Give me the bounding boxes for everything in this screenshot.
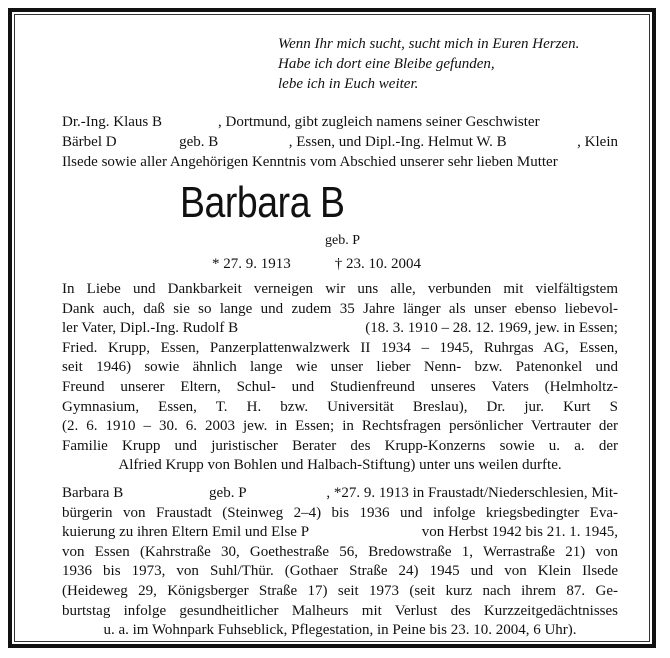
line-segment: , *27. 9. 1913 in Fraustadt/Niederschlesien, Mit-: [326, 485, 618, 501]
paragraph-line: seit 1946) sowie ähnlich lange wie unser lieber Nenn- bzw. Patenonkel und: [62, 359, 618, 376]
announcement-intro: [62, 112, 618, 172]
death-date: † 23. 10. 2004: [334, 256, 421, 272]
memorial-verse: [278, 34, 579, 94]
paragraph-line: Freund unserer Eltern, Schul- und Studienfreund unseres Vaters (Helmholtz-: [62, 378, 618, 395]
intro-text: , Klein: [577, 134, 618, 150]
paragraph-line: Dank auch, daß sie so lange und zudem 35 Jahre länger als unser ebenso liebevol-: [62, 300, 618, 317]
verse-line: Habe ich dort eine Bleibe gefunden,: [278, 56, 495, 72]
obituary-notice: [8, 8, 656, 648]
paragraph-line: bürgerin von Fraustadt (Steinweg 2–4) bis 1936 und infolge kriegsbedingter Eva-: [62, 504, 618, 521]
intro-text: Ilsede sowie aller Angehörigen Kenntnis vom Abschied unserer sehr lieben Mutter: [62, 154, 558, 170]
paragraph-line: Gymnasium, Essen, T. H. bzw. Universität Breslau), Dr. jur. Kurt S: [62, 398, 618, 415]
life-dates: [212, 256, 421, 273]
paragraph-line: Alfried Krupp von Bohlen und Halbach-Stiftung) unter uns weilen durfte.: [118, 457, 562, 474]
paragraph-line: Fried. Krupp, Essen, Panzerplattenwalzwerk II 1934 – 1945, Ruhrgas AG, Essen,: [62, 339, 618, 356]
intro-text: Dr.-Ing. Klaus B: [62, 114, 162, 130]
line-segment: Barbara B: [62, 485, 124, 501]
line-segment: geb. P: [209, 485, 247, 501]
intro-text: , Essen, und Dipl.-Ing. Helmut W. B: [288, 134, 507, 150]
paragraph-line: burtstag infolge gesundheitlicher Malheurs mit Verlust des Kurzzeitgedächtnisses: [62, 602, 618, 619]
intro-text: , Dortmund, gibt zugleich namens seiner Geschwister: [218, 114, 540, 130]
paragraph-line: u. a. im Wohnpark Fuhseblick, Pflegestation, in Peine bis 23. 10. 2004, 6 Uhr).: [103, 622, 577, 639]
paragraph-biography: [62, 484, 618, 641]
deceased-name: Barbara B: [180, 178, 345, 227]
verse-line: lebe ich in Euch weiter.: [278, 76, 419, 92]
paragraph-line: von Essen (Kahrstraße 30, Goethestraße 56, Bredowstraße 1, Werrastraße 21) von: [62, 543, 618, 560]
line-segment: (18. 3. 1910 – 28. 12. 1969, jew. in Essen;: [365, 320, 618, 337]
paragraph-line: [62, 319, 618, 339]
intro-text: geb. B: [179, 134, 219, 150]
paragraph-line: (Heideweg 29, Königsberger Straße 17) seit 1973 (seit kurz nach ihrem 87. Ge-: [62, 582, 618, 599]
maiden-name: geb. P: [325, 233, 360, 248]
verse-line: Wenn Ihr mich sucht, sucht mich in Euren Herzen.: [278, 36, 580, 52]
paragraph-thanks: [62, 280, 618, 476]
paragraph-line: (2. 6. 1910 – 30. 6. 2003 jew. in Essen; in Rechtsfragen persönlicher Vertrauter der: [62, 418, 618, 435]
paragraph-line: [62, 484, 618, 504]
paragraph-line: 1936 bis 1973, von Suhl/Thür. (Gothaer Straße 24) 1945 und von Klein Ilsede: [62, 563, 618, 580]
paragraph-line: In Liebe und Dankbarkeit verneigen wir uns alle, verbunden mit vielfältigstem: [62, 281, 618, 297]
line-segment: ler Vater, Dipl.-Ing. Rudolf B: [62, 320, 239, 337]
birth-date: * 27. 9. 1913: [212, 256, 291, 272]
paragraph-line: Familie Krupp und juristischer Berater des Krupp-Konzerns sowie u. a. der: [62, 437, 618, 454]
line-segment: kuierung zu ihren Eltern Emil und Else P: [62, 524, 310, 541]
line-segment: von Herbst 1942 bis 21. 1. 1945,: [421, 524, 618, 541]
intro-text: Bärbel D: [62, 134, 117, 150]
paragraph-line: [62, 523, 618, 543]
